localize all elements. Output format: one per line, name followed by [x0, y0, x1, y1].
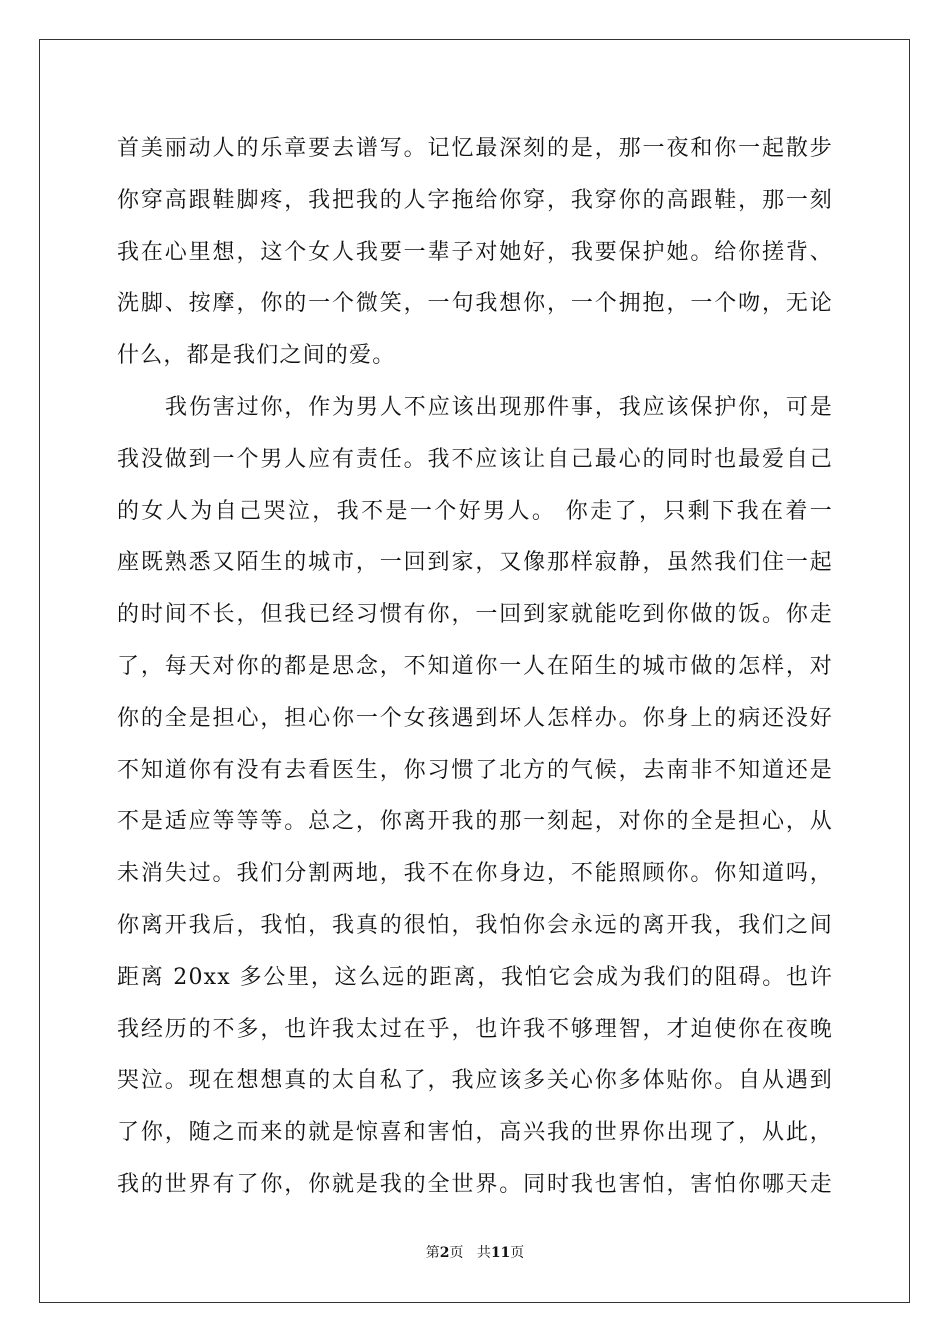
document-body: [117, 123, 833, 1211]
text-line: 我没做到一个男人应有责任。我不应该让自己最心的同时也最爱自己: [117, 446, 833, 472]
page-footer: [0, 1242, 950, 1262]
text-line: 首美丽动人的乐章要去谱写。记忆最深刻的是，那一夜和你一起散步: [117, 136, 833, 161]
text-line: 了你，随之而来的就是惊喜和害怕，高兴我的世界你出现了，从此，: [117, 1120, 833, 1146]
text-line: 你的全是担心，担心你一个女孩遇到坏人怎样办。你身上的病还没好: [117, 705, 833, 731]
page-suffix: 页: [449, 1245, 464, 1261]
text-line: 哭泣。现在想想真的太自私了，我应该多关心你多体贴你。自从遇到: [117, 1068, 833, 1094]
text-line: 不是适应等等等。总之，你离开我的那一刻起，对你的全是担心，从: [117, 809, 833, 835]
text-line: 你穿高跟鞋脚疼，我把我的人字拖给你穿，我穿你的高跟鞋，那一刻: [117, 187, 833, 213]
text-line: 座既熟悉又陌生的城市，一回到家，又像那样寂静，虽然我们住一起: [117, 550, 833, 576]
total-prefix: 共: [476, 1245, 491, 1261]
page-prefix: 第: [425, 1245, 440, 1261]
text-line: 洗脚、按摩，你的一个微笑，一句我想你，一个拥抱，一个吻，无论: [117, 291, 833, 317]
page-number: 2: [439, 1245, 450, 1261]
total-pages: 11: [490, 1245, 511, 1261]
text-line: 你离开我后，我怕，我真的很怕，我怕你会永远的离开我，我们之间: [117, 912, 833, 938]
text-line: 了，每天对你的都是思念，不知道你一人在陌生的城市做的怎样，对: [117, 653, 833, 679]
text-line: 的时间不长，但我已经习惯有你，一回到家就能吃到你做的饭。你走: [117, 602, 833, 628]
text-line: 的女人为自己哭泣，我不是一个好男人。 你走了，只剩下我在着一: [117, 498, 833, 524]
text-line: 我经历的不多，也许我太过在乎，也许我不够理智，才迫使你在夜晚: [117, 1016, 833, 1042]
text-line: 我伤害过你，作为男人不应该出现那件事，我应该保护你，可是: [165, 394, 833, 420]
text-line: 我在心里想，这个女人我要一辈子对她好，我要保护她。给你搓背、: [117, 239, 833, 265]
text-line: 未消失过。我们分割两地，我不在你身边，不能照顾你。你知道吗，: [117, 861, 833, 887]
text-line: 不知道你有没有去看医生，你习惯了北方的气候，去南非不知道还是: [117, 757, 833, 783]
text-line: 我的世界有了你，你就是我的全世界。同时我也害怕，害怕你哪天走: [117, 1171, 833, 1197]
text-line: 什么，都是我们之间的爱。: [117, 343, 396, 369]
text-line: 距离 20xx 多公里，这么远的距离，我怕它会成为我们的阻碍。也许: [117, 964, 833, 990]
total-suffix: 页: [510, 1245, 525, 1261]
